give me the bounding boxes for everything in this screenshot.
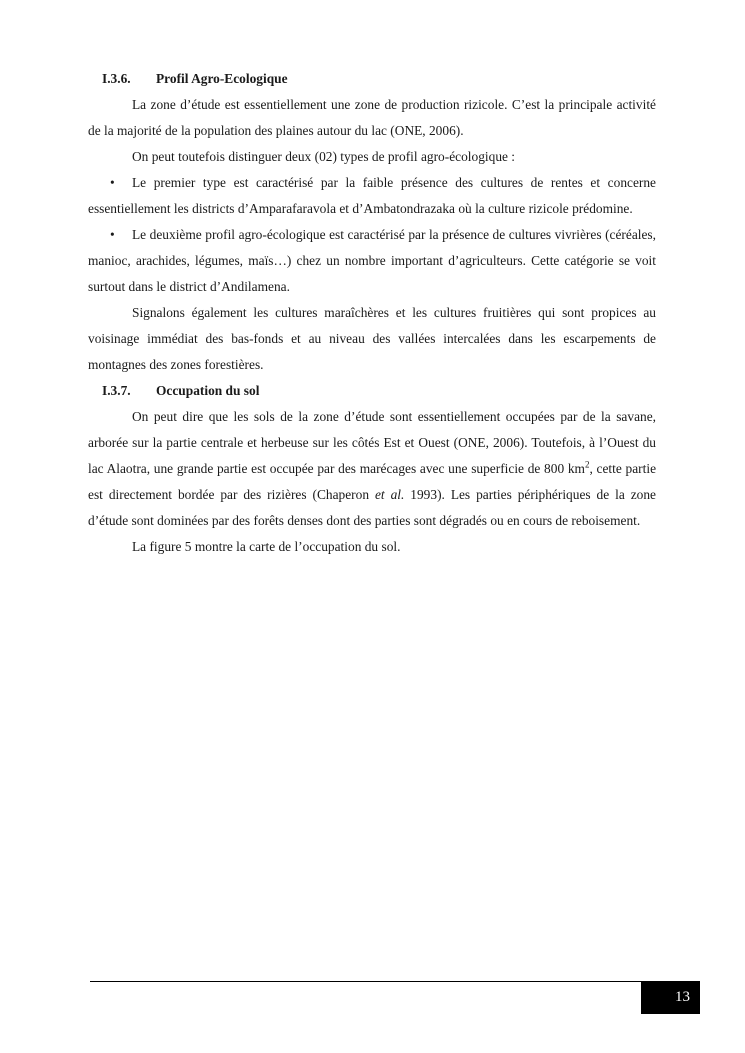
text-run: On peut dire que les sols de la zone d’étude sont essentiellement occupées par de la savane, arborée sur la partie centrale et herbeuse sur les côtés Est et Ouest (ONE, 2006). Toutefois, à l’Ouest du lac Alaotra, une grande partie est occupée par des marécages avec une superficie de 800 km [88,409,656,476]
bullet-item [88,170,656,222]
bullet-icon: • [110,227,115,242]
paragraph: On peut toutefois distinguer deux (02) types de profil agro-écologique : [132,149,516,164]
section-heading-occupation [102,378,656,404]
paragraph: La zone d’étude est essentiellement une zone de production rizicole. C’est la principale activité de la majorité de la population des plaines autour du lac (ONE, 2006). [88,97,656,138]
section-title: Occupation du sol [156,383,260,398]
italic-text: et al. [374,487,405,502]
paragraph [88,404,656,534]
page-content [88,66,656,560]
footer-rule [90,981,642,982]
paragraph: La figure 5 montre la carte de l’occupation du sol. [132,539,401,554]
page-number [641,981,700,1014]
section-title: Profil Agro-Ecologique [156,71,288,86]
section-number: I.3.6. [102,71,131,86]
text-run: 1993). Les parties périphériques de la zone d’étude sont dominées par des forêts denses dont des parties sont dégradés ou en cours de reboisement. [88,487,656,528]
section-heading-profil [102,66,656,92]
text-run: , cette partie est directement bordée par des rizières (Chaperon [88,461,657,502]
bullet-text: Le premier type est caractérisé par la faible présence des cultures de rentes et concerne essentiellement les districts d’Amparafaravola et d’Ambatondrazaka où la culture rizicole prédomine. [88,175,656,216]
page-number-text: 13 [675,989,690,1005]
superscript: 2 [584,459,590,470]
paragraph: Signalons également les cultures maraîchères et les cultures fruitières qui sont propices au voisinage immédiat des bas-fonds et au niveau des vallées intercalées dans les escarpements de montagnes des zones forestières. [88,305,656,372]
bullet-icon: • [110,175,115,190]
bullet-text: Le deuxième profil agro-écologique est caractérisé par la présence de cultures vivrières (céréales, manioc, arachides, légumes, maïs…) chez un nombre important d’agriculteurs. Cette catégorie se voit surtout dans le district d’Andilamena. [88,227,656,294]
bullet-item [88,222,656,300]
section-number: I.3.7. [102,383,131,398]
